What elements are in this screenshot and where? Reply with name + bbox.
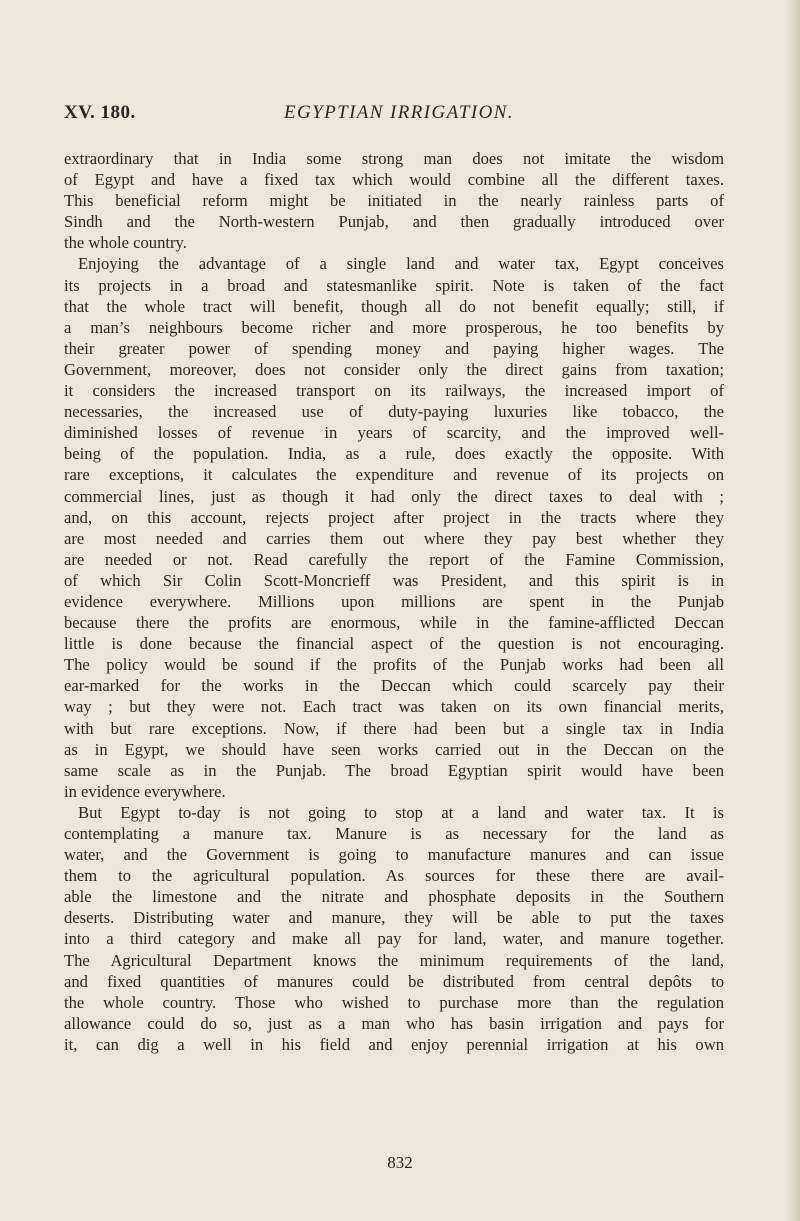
text-line: contemplating a manure tax. Manure is as necessary for the land as <box>64 824 724 843</box>
text-line: them to the agricultural population. As sources for these there are avail- <box>64 866 724 886</box>
text-line: it considers the increased transport on its railways, the increased import of <box>64 381 724 401</box>
text-line: and fixed quantities of manures could be distributed from central depôts to <box>64 971 724 991</box>
text-line: necessaries, the increased use of duty-paying luxuries like tobacco, the <box>64 402 724 422</box>
text-line: with but rare exceptions. Now, if there had been but a single tax in India <box>64 718 724 738</box>
text-line: the whole country. Those who wished to purchase more than the regulation <box>64 992 724 1012</box>
text-line: are needed or not. Read carefully the report of the Famine Commission, <box>64 549 724 569</box>
text-line: it, can dig a well in his field and enjoy perennial irrigation at his own <box>64 1034 724 1054</box>
text-line: Enjoying the advantage of a single land and water tax, Egypt conceives <box>78 254 724 274</box>
text-line: the whole country. <box>64 233 187 253</box>
text-line: Government, moreover, does not consider only the direct gains from taxation; <box>64 359 724 379</box>
text-line: able the limestone and the nitrate and phosphate deposits in the Southern <box>64 887 724 907</box>
text-line: and, on this account, rejects project after project in the tracts where they <box>64 507 724 527</box>
text-line: way ; but they were not. Each tract was taken on its own financial merits, <box>64 697 724 717</box>
text-line: But Egypt to-day is not going to stop at a land and water tax. It is <box>78 802 724 822</box>
text-line: their greater power of spending money and paying higher wages. The <box>64 338 724 358</box>
text-line: rare exceptions, it calculates the expenditure and revenue of its projects on <box>64 465 724 485</box>
text-line: The Agricultural Department knows the minimum requirements of the land, <box>64 950 724 970</box>
text-line: because there the profits are enormous, while in the famine-afflicted Deccan <box>64 613 724 633</box>
section-number: XV. 180. <box>64 102 136 123</box>
text-line: ear-marked for the works in the Deccan which could scarcely pay their <box>64 676 724 696</box>
text-line: of which Sir Colin Scott-Moncrieff was President, and this spirit is in <box>64 570 724 590</box>
running-header <box>64 102 724 132</box>
text-line: a man’s neighbours become richer and more prosperous, he too benefits by <box>64 317 724 337</box>
text-line: commercial lines, just as though it had only the direct taxes to deal with ; <box>64 486 724 506</box>
text-line: being of the population. India, as a rule, does exactly the opposite. With <box>64 444 724 464</box>
text-line: into a third category and make all pay for land, water, and manure together. <box>64 929 724 949</box>
text-line: The policy would be sound if the profits of the Punjab works had been all <box>64 655 724 675</box>
text-line: in evidence everywhere. <box>64 781 226 801</box>
page-number: 832 <box>387 1153 413 1172</box>
text-line: little is done because the financial aspect of the question is not encouraging. <box>64 634 724 654</box>
text-line: diminished losses of revenue in years of scarcity, and the improved well- <box>64 423 724 443</box>
running-title: EGYPTIAN IRRIGATION. <box>284 102 514 123</box>
page-edge-shadow <box>782 0 800 1221</box>
text-line: are most needed and carries them out where they pay best whether they <box>64 528 724 548</box>
text-line: evidence everywhere. Millions upon millions are spent in the Punjab <box>64 591 724 611</box>
text-line: water, and the Government is going to manufacture manures and can issue <box>64 845 724 865</box>
text-line: allowance could do so, just as a man who has basin irrigation and pays for <box>64 1013 724 1033</box>
text-line: This beneficial reform might be initiated in the nearly rainless parts of <box>64 191 724 211</box>
text-line: extraordinary that in India some strong man does not imitate the wisdom <box>64 149 724 168</box>
text-line: as in Egypt, we should have seen works carried out in the Deccan on the <box>64 739 724 759</box>
text-line: that the whole tract will benefit, though all do not benefit equally; still, if <box>64 296 724 316</box>
text-line: same scale as in the Punjab. The broad Egyptian spirit would have been <box>64 760 724 780</box>
text-line: deserts. Distributing water and manure, they will be able to put the taxes <box>64 908 724 928</box>
text-line: of Egypt and have a fixed tax which would combine all the different taxes. <box>64 170 724 190</box>
text-line: its projects in a broad and statesmanlike spirit. Note is taken of the fact <box>64 275 724 295</box>
body-text <box>64 148 724 1055</box>
text-line: Sindh and the North-western Punjab, and then gradually introduced over <box>64 212 724 232</box>
